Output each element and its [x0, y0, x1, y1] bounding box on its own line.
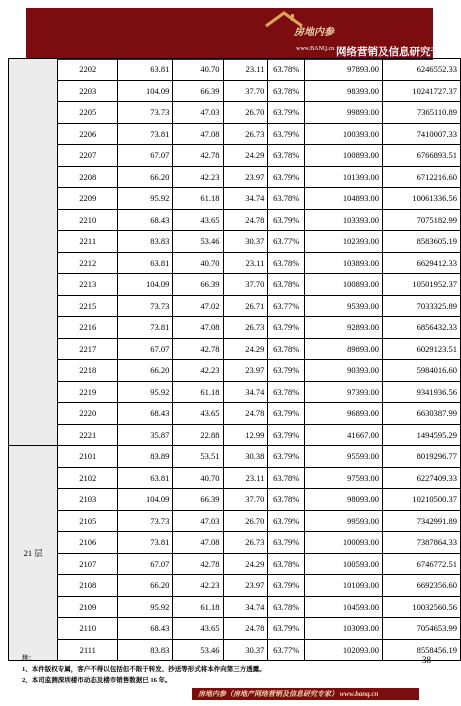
unit-price-cell: 101093.00 — [305, 575, 383, 597]
total-price-cell: 10032560.56 — [382, 596, 460, 618]
table-row — [9, 360, 461, 382]
usable-ratio-cell: 63.79% — [268, 102, 305, 124]
total-price-cell: 10501952.37 — [382, 274, 460, 296]
shared-area-cell: 26.70 — [223, 510, 268, 532]
usable-ratio-cell: 63.78% — [268, 596, 305, 618]
table-row — [9, 381, 461, 403]
usable-ratio-cell: 63.77% — [268, 639, 305, 661]
header-banner — [26, 8, 452, 60]
total-price-cell: 7365110.89 — [382, 102, 460, 124]
usable-area-cell: 42.78 — [173, 338, 223, 360]
gross-area-cell: 83.89 — [118, 446, 173, 468]
shared-area-cell: 34.74 — [223, 596, 268, 618]
table-row — [9, 145, 461, 167]
shared-area-cell: 30.38 — [223, 446, 268, 468]
shared-area-cell: 24.78 — [223, 618, 268, 640]
unit-number-cell: 2216 — [58, 317, 118, 339]
table-row — [9, 553, 461, 575]
table-row — [9, 596, 461, 618]
shared-area-cell: 23.11 — [223, 252, 268, 274]
total-price-cell: 7387864.33 — [382, 532, 460, 554]
sales-table — [8, 58, 461, 661]
usable-area-cell: 42.23 — [173, 360, 223, 382]
unit-price-cell: 103893.00 — [305, 252, 383, 274]
unit-number-cell: 2218 — [58, 360, 118, 382]
footer-bar: 房地内参（房地产网络营销及信息研究专家） www.banq.cn — [192, 688, 419, 700]
usable-area-cell: 47.03 — [173, 510, 223, 532]
unit-price-cell: 96893.00 — [305, 403, 383, 425]
total-price-cell: 7075182.99 — [382, 209, 460, 231]
table-row — [9, 231, 461, 253]
shared-area-cell: 26.70 — [223, 102, 268, 124]
shared-area-cell: 34.74 — [223, 188, 268, 210]
unit-number-cell: 2217 — [58, 338, 118, 360]
shared-area-cell: 23.11 — [223, 59, 268, 81]
usable-ratio-cell: 63.78% — [268, 489, 305, 511]
usable-ratio-cell: 63.77% — [268, 295, 305, 317]
shared-area-cell: 23.11 — [223, 467, 268, 489]
table-row — [9, 188, 461, 210]
unit-number-cell: 2109 — [58, 596, 118, 618]
unit-number-cell: 2212 — [58, 252, 118, 274]
page-number: 38 — [422, 655, 431, 665]
unit-number-cell: 2221 — [58, 424, 118, 446]
usable-area-cell: 66.39 — [173, 80, 223, 102]
shared-area-cell: 30.37 — [223, 231, 268, 253]
table-row — [9, 80, 461, 102]
gross-area-cell: 73.81 — [118, 317, 173, 339]
gross-area-cell: 67.07 — [118, 553, 173, 575]
usable-ratio-cell: 63.78% — [268, 338, 305, 360]
usable-ratio-cell: 63.78% — [268, 80, 305, 102]
total-price-cell: 6246552.33 — [382, 59, 460, 81]
unit-number-cell: 2103 — [58, 489, 118, 511]
total-price-cell: 10241727.37 — [382, 80, 460, 102]
table-row — [9, 467, 461, 489]
table-row — [9, 338, 461, 360]
total-price-cell: 6766893.51 — [382, 145, 460, 167]
usable-ratio-cell: 63.78% — [268, 59, 305, 81]
usable-area-cell: 66.39 — [173, 274, 223, 296]
table-row — [9, 510, 461, 532]
usable-area-cell: 47.02 — [173, 295, 223, 317]
gross-area-cell: 95.92 — [118, 188, 173, 210]
gross-area-cell: 104.09 — [118, 489, 173, 511]
unit-number-cell: 2101 — [58, 446, 118, 468]
shared-area-cell: 37.70 — [223, 274, 268, 296]
unit-price-cell: 100893.00 — [305, 274, 383, 296]
usable-area-cell: 66.39 — [173, 489, 223, 511]
unit-number-cell: 2210 — [58, 209, 118, 231]
usable-area-cell: 42.78 — [173, 553, 223, 575]
usable-area-cell: 47.03 — [173, 102, 223, 124]
gross-area-cell: 66.20 — [118, 575, 173, 597]
shared-area-cell: 24.29 — [223, 145, 268, 167]
gross-area-cell: 73.73 — [118, 510, 173, 532]
shared-area-cell: 30.37 — [223, 639, 268, 661]
table-row — [9, 424, 461, 446]
total-price-cell: 6856432.33 — [382, 317, 460, 339]
usable-ratio-cell: 63.78% — [268, 274, 305, 296]
unit-number-cell: 2219 — [58, 381, 118, 403]
shared-area-cell: 12.99 — [223, 424, 268, 446]
total-price-cell: 7054653.99 — [382, 618, 460, 640]
unit-number-cell: 2220 — [58, 403, 118, 425]
unit-number-cell: 2213 — [58, 274, 118, 296]
usable-ratio-cell: 63.78% — [268, 467, 305, 489]
unit-number-cell: 2107 — [58, 553, 118, 575]
gross-area-cell: 67.07 — [118, 338, 173, 360]
brand-url: www.BANQ.cn — [296, 46, 335, 52]
unit-number-cell: 2207 — [58, 145, 118, 167]
unit-price-cell: 104893.00 — [305, 188, 383, 210]
unit-price-cell: 95593.00 — [305, 446, 383, 468]
usable-ratio-cell: 63.78% — [268, 145, 305, 167]
unit-price-cell: 41667.00 — [305, 424, 383, 446]
total-price-cell: 6630387.99 — [382, 403, 460, 425]
usable-area-cell: 53.51 — [173, 446, 223, 468]
usable-ratio-cell: 63.78% — [268, 252, 305, 274]
footnote-line-2: 2、本司监测深圳楼市动态及楼市销售数据已 16 年。 — [22, 677, 172, 684]
usable-ratio-cell: 63.78% — [268, 553, 305, 575]
usable-ratio-cell: 63.79% — [268, 123, 305, 145]
usable-area-cell: 47.08 — [173, 123, 223, 145]
shared-area-cell: 24.29 — [223, 553, 268, 575]
usable-ratio-cell: 63.79% — [268, 317, 305, 339]
gross-area-cell: 83.83 — [118, 231, 173, 253]
gross-area-cell: 73.81 — [118, 532, 173, 554]
brand-name: 房地内参 — [294, 27, 334, 38]
gross-area-cell: 68.43 — [118, 403, 173, 425]
usable-area-cell: 42.23 — [173, 166, 223, 188]
banner-title: 网络营销及信息研究专家 — [336, 47, 452, 58]
table-row — [9, 317, 461, 339]
shared-area-cell: 24.78 — [223, 209, 268, 231]
gross-area-cell: 35.87 — [118, 424, 173, 446]
shared-area-cell: 26.73 — [223, 532, 268, 554]
total-price-cell: 10210500.37 — [382, 489, 460, 511]
shared-area-cell: 26.71 — [223, 295, 268, 317]
usable-ratio-cell: 63.79% — [268, 403, 305, 425]
unit-price-cell: 95393.00 — [305, 295, 383, 317]
total-price-cell: 1494595.29 — [382, 424, 460, 446]
usable-ratio-cell: 63.78% — [268, 188, 305, 210]
unit-price-cell: 97893.00 — [305, 59, 383, 81]
usable-area-cell: 40.70 — [173, 59, 223, 81]
total-price-cell: 6629412.33 — [382, 252, 460, 274]
usable-ratio-cell: 63.78% — [268, 381, 305, 403]
unit-number-cell: 2215 — [58, 295, 118, 317]
unit-number-cell: 2211 — [58, 231, 118, 253]
gross-area-cell: 67.07 — [118, 145, 173, 167]
table-row — [9, 446, 461, 468]
total-price-cell: 6746772.51 — [382, 553, 460, 575]
gross-area-cell: 66.20 — [118, 166, 173, 188]
shared-area-cell: 37.70 — [223, 489, 268, 511]
table-row — [9, 209, 461, 231]
shared-area-cell: 24.78 — [223, 403, 268, 425]
unit-number-cell: 2209 — [58, 188, 118, 210]
unit-price-cell: 97393.00 — [305, 381, 383, 403]
unit-number-cell: 2102 — [58, 467, 118, 489]
table-row — [9, 102, 461, 124]
usable-area-cell: 47.08 — [173, 317, 223, 339]
shared-area-cell: 23.97 — [223, 166, 268, 188]
gross-area-cell: 68.43 — [118, 618, 173, 640]
table-row — [9, 123, 461, 145]
usable-ratio-cell: 63.79% — [268, 166, 305, 188]
shared-area-cell: 37.70 — [223, 80, 268, 102]
total-price-cell: 6227409.33 — [382, 467, 460, 489]
usable-ratio-cell: 63.79% — [268, 510, 305, 532]
total-price-cell: 9341936.56 — [382, 381, 460, 403]
unit-number-cell: 2105 — [58, 510, 118, 532]
unit-price-cell: 99593.00 — [305, 510, 383, 532]
usable-area-cell: 42.78 — [173, 145, 223, 167]
table-row — [9, 295, 461, 317]
usable-ratio-cell: 63.79% — [268, 360, 305, 382]
unit-number-cell: 2110 — [58, 618, 118, 640]
shared-area-cell: 23.97 — [223, 575, 268, 597]
shared-area-cell: 23.97 — [223, 360, 268, 382]
gross-area-cell: 73.81 — [118, 123, 173, 145]
gross-area-cell: 73.73 — [118, 295, 173, 317]
shared-area-cell: 24.29 — [223, 338, 268, 360]
table-row — [9, 403, 461, 425]
unit-price-cell: 98393.00 — [305, 80, 383, 102]
usable-area-cell: 22.88 — [173, 424, 223, 446]
gross-area-cell: 66.20 — [118, 360, 173, 382]
unit-price-cell: 102393.00 — [305, 231, 383, 253]
usable-ratio-cell: 63.79% — [268, 424, 305, 446]
table-row — [9, 166, 461, 188]
gross-area-cell: 104.09 — [118, 274, 173, 296]
unit-price-cell: 92893.00 — [305, 317, 383, 339]
total-price-cell: 8019296.77 — [382, 446, 460, 468]
shared-area-cell: 34.74 — [223, 381, 268, 403]
unit-number-cell: 2203 — [58, 80, 118, 102]
unit-price-cell: 100393.00 — [305, 123, 383, 145]
gross-area-cell: 95.92 — [118, 381, 173, 403]
usable-ratio-cell: 63.79% — [268, 532, 305, 554]
usable-area-cell: 47.08 — [173, 532, 223, 554]
unit-price-cell: 100093.00 — [305, 532, 383, 554]
unit-price-cell: 100593.00 — [305, 553, 383, 575]
unit-price-cell: 104593.00 — [305, 596, 383, 618]
floor-label — [9, 59, 58, 446]
footnote-line-1: 1、本件版权专属，客户不得以包括但不限于转发、抄送等形式将本件向第三方透露。 — [22, 666, 266, 673]
unit-price-cell: 102093.00 — [305, 639, 383, 661]
table-row — [9, 489, 461, 511]
table-row — [9, 618, 461, 640]
unit-number-cell: 2208 — [58, 166, 118, 188]
gross-area-cell: 73.73 — [118, 102, 173, 124]
unit-price-cell: 89893.00 — [305, 338, 383, 360]
total-price-cell: 5984016.60 — [382, 360, 460, 382]
gross-area-cell: 63.81 — [118, 252, 173, 274]
unit-number-cell: 2108 — [58, 575, 118, 597]
usable-area-cell: 43.65 — [173, 618, 223, 640]
usable-area-cell: 53.46 — [173, 231, 223, 253]
unit-price-cell: 90393.00 — [305, 360, 383, 382]
usable-area-cell: 61.18 — [173, 596, 223, 618]
unit-price-cell: 98093.00 — [305, 489, 383, 511]
gross-area-cell: 68.43 — [118, 209, 173, 231]
sales-table-container — [8, 58, 461, 661]
usable-ratio-cell: 63.79% — [268, 618, 305, 640]
gross-area-cell: 83.83 — [118, 639, 173, 661]
unit-price-cell: 97593.00 — [305, 467, 383, 489]
usable-ratio-cell: 63.79% — [268, 575, 305, 597]
usable-area-cell: 42.23 — [173, 575, 223, 597]
total-price-cell: 6712216.60 — [382, 166, 460, 188]
usable-area-cell: 40.70 — [173, 252, 223, 274]
table-row — [9, 575, 461, 597]
unit-number-cell: 2206 — [58, 123, 118, 145]
table-row — [9, 274, 461, 296]
unit-number-cell: 2205 — [58, 102, 118, 124]
unit-price-cell: 100893.00 — [305, 145, 383, 167]
unit-price-cell: 103093.00 — [305, 618, 383, 640]
unit-number-cell: 2202 — [58, 59, 118, 81]
unit-price-cell: 99893.00 — [305, 102, 383, 124]
usable-area-cell: 43.65 — [173, 209, 223, 231]
total-price-cell: 6029123.51 — [382, 338, 460, 360]
total-price-cell: 7342991.89 — [382, 510, 460, 532]
unit-number-cell: 2111 — [58, 639, 118, 661]
usable-ratio-cell: 63.79% — [268, 209, 305, 231]
total-price-cell: 6692356.60 — [382, 575, 460, 597]
usable-area-cell: 40.70 — [173, 467, 223, 489]
table-row — [9, 532, 461, 554]
total-price-cell: 8583605.19 — [382, 231, 460, 253]
footnote — [22, 653, 414, 686]
table-row — [9, 252, 461, 274]
usable-ratio-cell: 63.79% — [268, 446, 305, 468]
total-price-cell: 7033325.89 — [382, 295, 460, 317]
gross-area-cell: 95.92 — [118, 596, 173, 618]
usable-area-cell: 61.18 — [173, 381, 223, 403]
total-price-cell: 7410007.33 — [382, 123, 460, 145]
usable-area-cell: 61.18 — [173, 188, 223, 210]
total-price-cell: 8558456.19 — [382, 639, 460, 661]
shared-area-cell: 26.73 — [223, 123, 268, 145]
unit-number-cell: 2106 — [58, 532, 118, 554]
usable-ratio-cell: 63.77% — [268, 231, 305, 253]
shared-area-cell: 26.73 — [223, 317, 268, 339]
total-price-cell: 10061336.56 — [382, 188, 460, 210]
usable-area-cell: 43.65 — [173, 403, 223, 425]
floor-label: 21 层 — [9, 446, 58, 661]
gross-area-cell: 63.81 — [118, 467, 173, 489]
table-row — [9, 59, 461, 81]
usable-area-cell: 53.46 — [173, 639, 223, 661]
gross-area-cell: 63.81 — [118, 59, 173, 81]
unit-price-cell: 101393.00 — [305, 166, 383, 188]
unit-price-cell: 103393.00 — [305, 209, 383, 231]
footnote-heading: 注： — [22, 655, 35, 662]
gross-area-cell: 104.09 — [118, 80, 173, 102]
